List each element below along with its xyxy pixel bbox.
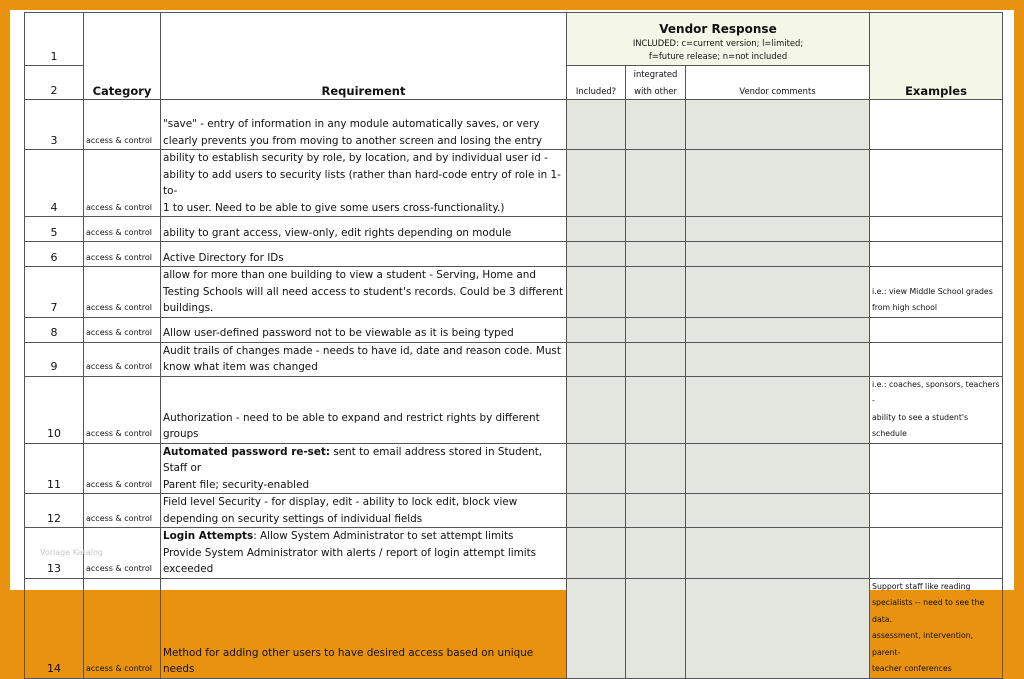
category-cell[interactable]: access & control	[84, 242, 161, 267]
requirement-header[interactable]: Requirement	[161, 13, 567, 100]
requirement-line: Authorization - need to be able to expand and restrict rights by different	[163, 411, 540, 424]
category-cell[interactable]: access & control	[84, 217, 161, 242]
requirement-line: Audit trails of changes made - needs to have id, date and reason code. Must	[163, 344, 561, 357]
category-cell[interactable]: access & control	[84, 528, 161, 579]
requirement-line: : Allow System Administrator to set attempt limits	[253, 530, 514, 542]
integrated-cell[interactable]	[626, 150, 686, 217]
included-cell[interactable]	[567, 242, 626, 267]
examples-cell[interactable]	[870, 100, 1003, 150]
examples-cell[interactable]	[870, 376, 1003, 443]
vendor-comments-cell[interactable]	[686, 494, 870, 528]
included-cell[interactable]	[567, 217, 626, 242]
vendor-comments-cell[interactable]	[686, 443, 870, 494]
included-cell[interactable]	[567, 578, 626, 678]
requirement-line: exceeded	[163, 563, 214, 575]
integrated-cell[interactable]	[626, 217, 686, 242]
requirement-line: buildings.	[163, 302, 214, 314]
table-row	[25, 100, 1003, 150]
requirement-cell[interactable]	[161, 217, 567, 242]
examples-cell[interactable]	[870, 267, 1003, 318]
table-row	[25, 242, 1003, 267]
row-number[interactable]: 14	[25, 578, 84, 678]
requirement-cell[interactable]	[161, 528, 567, 579]
table-row	[25, 217, 1003, 242]
example-line: i.e.: view Middle School grades	[872, 286, 993, 296]
category-cell[interactable]: access & control	[84, 342, 161, 376]
row-number[interactable]: 8	[25, 317, 84, 342]
included-cell[interactable]	[567, 100, 626, 150]
spreadsheet-frame	[10, 10, 1014, 675]
requirement-bold-text: Login Attempts	[163, 530, 254, 542]
requirement-cell[interactable]	[161, 150, 567, 217]
requirement-cell[interactable]	[161, 242, 567, 267]
vendor-response-header[interactable]	[567, 13, 870, 66]
integrated-cell[interactable]	[626, 494, 686, 528]
row-number[interactable]: 4	[25, 150, 84, 217]
included-cell[interactable]	[567, 317, 626, 342]
row-number-1[interactable]: 1	[25, 13, 84, 66]
vendor-comments-cell[interactable]	[686, 100, 870, 150]
requirement-line: Parent file; security-enabled	[163, 478, 310, 491]
row-number[interactable]: 9	[25, 342, 84, 376]
requirement-line: Allow user-defined password not to be viewable as it is being typed	[163, 327, 514, 339]
requirement-cell[interactable]	[161, 376, 567, 443]
included-cell[interactable]	[567, 528, 626, 579]
requirement-line: Provide System Administrator with alerts / report of login attempt limits	[163, 546, 537, 559]
row-number[interactable]: 13	[25, 528, 84, 579]
requirement-cell[interactable]	[161, 267, 567, 318]
requirement-line: allow for more than one building to view a student - Serving, Home and	[163, 269, 536, 281]
example-line: teacher conferences	[872, 664, 952, 673]
requirement-line: ability to establish security by role, by location, and by individual user id -	[163, 152, 548, 164]
header-row-1	[25, 13, 1003, 66]
included-cell[interactable]	[567, 376, 626, 443]
table-row	[25, 443, 1003, 494]
requirement-line: Field level Security - for display, edit - ability to lock edit, block view	[163, 496, 518, 508]
table-row	[25, 267, 1003, 318]
requirement-line: Active Directory for IDs	[163, 251, 284, 264]
category-cell[interactable]: access & control	[84, 443, 161, 494]
examples-header[interactable]: Examples	[870, 13, 1003, 100]
category-cell[interactable]: access & control	[84, 267, 161, 318]
requirement-cell[interactable]	[161, 443, 567, 494]
vendor-comments-cell[interactable]	[686, 317, 870, 342]
category-cell[interactable]: access & control	[84, 100, 161, 150]
included-header[interactable]: Included?	[567, 66, 626, 100]
integrated-cell[interactable]	[626, 578, 686, 678]
integrated-cell[interactable]	[626, 443, 686, 494]
row-number[interactable]: 11	[25, 443, 84, 494]
requirement-line: groups	[163, 428, 199, 440]
vendor-comments-cell[interactable]	[686, 217, 870, 242]
examples-cell[interactable]	[870, 494, 1003, 528]
table-row	[25, 578, 1003, 678]
row-number[interactable]: 7	[25, 267, 84, 318]
integrated-cell[interactable]	[626, 242, 686, 267]
included-cell[interactable]	[567, 443, 626, 494]
requirement-cell[interactable]	[161, 342, 567, 376]
example-line: ability to see a student's schedule	[872, 412, 969, 438]
category-cell[interactable]: access & control	[84, 494, 161, 528]
table-row	[25, 150, 1003, 217]
requirement-line: Testing Schools will all need access to student's records. Could be 3 different	[163, 285, 564, 298]
included-cell[interactable]	[567, 494, 626, 528]
vendor-response-title: Vendor Response	[659, 22, 777, 36]
examples-cell[interactable]	[870, 443, 1003, 494]
example-line: specialists -- need to see the data.	[872, 598, 985, 624]
row-number[interactable]: 6	[25, 242, 84, 267]
examples-cell[interactable]	[870, 528, 1003, 579]
example-line: from high school	[872, 303, 938, 312]
row-number[interactable]: 10	[25, 376, 84, 443]
integrated-cell[interactable]	[626, 317, 686, 342]
vendor-comments-cell[interactable]	[686, 242, 870, 267]
vendor-legend-line-2: f=future release; n=not included	[648, 51, 788, 61]
integrated-cell[interactable]	[626, 376, 686, 443]
example-line: Support staff like reading	[872, 581, 971, 591]
requirement-line: 1 to user. Need to be able to give some users cross-functionality.)	[163, 201, 505, 214]
vendor-comments-cell[interactable]	[686, 528, 870, 579]
examples-cell[interactable]	[870, 150, 1003, 217]
watermark: Vorlage Katalog	[40, 548, 103, 557]
requirements-table	[24, 12, 1003, 679]
integrated-cell[interactable]	[626, 342, 686, 376]
category-cell[interactable]: access & control	[84, 150, 161, 217]
integrated-cell[interactable]	[626, 528, 686, 579]
integrated-line-1: integrated	[633, 69, 678, 79]
requirement-cell[interactable]	[161, 317, 567, 342]
row-number[interactable]: 3	[25, 100, 84, 150]
requirement-cell[interactable]	[161, 100, 567, 150]
example-line: assessment, intervention, parent-	[872, 631, 974, 657]
category-cell[interactable]: access & control	[84, 376, 161, 443]
examples-cell[interactable]	[870, 217, 1003, 242]
row-number-2[interactable]: 2	[25, 66, 84, 100]
included-cell[interactable]	[567, 150, 626, 217]
category-header[interactable]: Category	[84, 13, 161, 100]
requirement-line: know what item was changed	[163, 361, 318, 373]
included-cell[interactable]	[567, 267, 626, 318]
vendor-comments-cell[interactable]	[686, 150, 870, 217]
examples-cell[interactable]	[870, 317, 1003, 342]
table-row	[25, 317, 1003, 342]
requirement-cell[interactable]	[161, 578, 567, 678]
requirement-line: depending on security settings of individual fields	[163, 512, 423, 525]
integrated-cell[interactable]	[626, 100, 686, 150]
row-number[interactable]: 12	[25, 494, 84, 528]
category-cell[interactable]: access & control	[84, 578, 161, 678]
examples-cell[interactable]	[870, 578, 1003, 678]
included-cell[interactable]	[567, 342, 626, 376]
vendor-comments-header[interactable]: Vendor comments	[686, 66, 870, 100]
vendor-comments-cell[interactable]	[686, 376, 870, 443]
vendor-comments-cell[interactable]	[686, 342, 870, 376]
table-row	[25, 342, 1003, 376]
integrated-line-2: with other	[634, 85, 677, 96]
table-row	[25, 376, 1003, 443]
requirement-cell[interactable]	[161, 494, 567, 528]
requirement-line: ability to add users to security lists (rather than hard-code entry of role in 1-to-	[163, 168, 561, 197]
row-number[interactable]: 5	[25, 217, 84, 242]
examples-cell[interactable]	[870, 242, 1003, 267]
vendor-legend-line-1: INCLUDED: c=current version; l=limited;	[632, 38, 804, 48]
vendor-comments-cell[interactable]	[686, 267, 870, 318]
requirement-line: "save" - entry of information in any module automatically saves, or very	[163, 118, 540, 130]
table-row	[25, 528, 1003, 579]
requirement-line: sent to email address stored in Student, Staff or	[163, 445, 543, 474]
integrated-header[interactable]	[626, 66, 686, 100]
requirement-line: ability to grant access, view-only, edit rights depending on module	[163, 226, 512, 239]
vendor-comments-cell[interactable]	[686, 578, 870, 678]
table-row	[25, 494, 1003, 528]
requirement-line: clearly prevents you from moving to another screen and losing the entry	[163, 134, 543, 147]
integrated-cell[interactable]	[626, 267, 686, 318]
requirement-line: Method for adding other users to have desired access based on unique needs	[163, 646, 534, 675]
examples-cell[interactable]	[870, 342, 1003, 376]
requirement-bold-text: Automated password re-set:	[163, 445, 331, 458]
category-cell[interactable]: access & control	[84, 317, 161, 342]
example-line: i.e.: coaches, sponsors, teachers -	[872, 379, 1000, 405]
